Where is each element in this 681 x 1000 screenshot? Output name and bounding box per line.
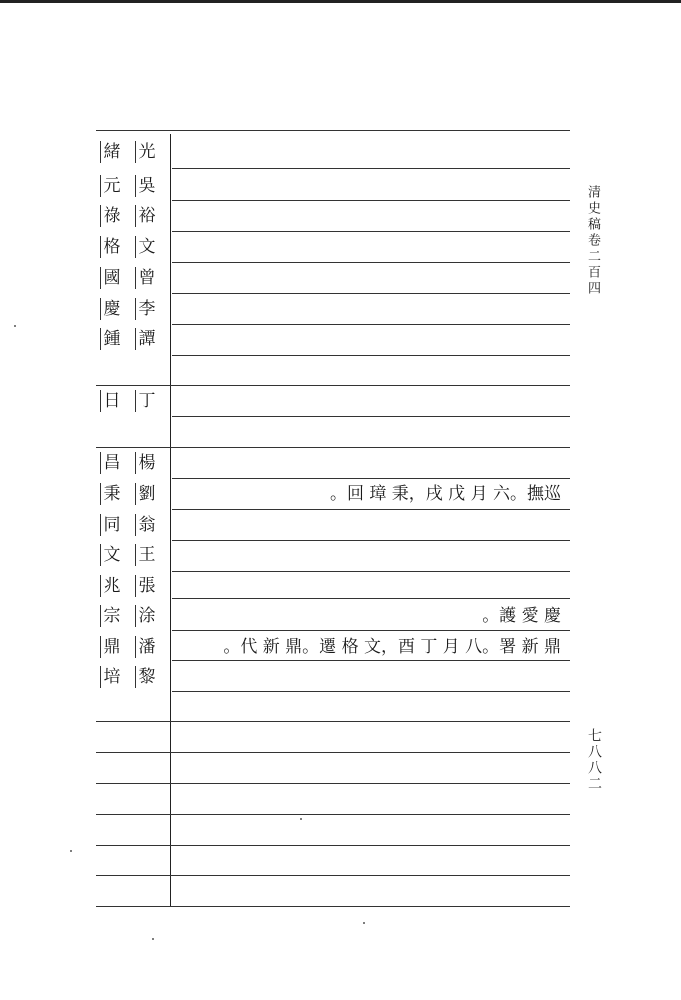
scan-speck	[152, 938, 154, 940]
name-char-first: 丁	[135, 390, 158, 412]
row-line	[172, 691, 570, 692]
name-char-first: 譚	[135, 328, 158, 350]
entry-text: 慶 愛 護。	[482, 606, 561, 626]
row-line	[172, 509, 570, 510]
row-line	[172, 168, 570, 169]
row-line	[172, 571, 570, 572]
scan-speck	[70, 850, 72, 852]
name-char-second: 宗	[100, 605, 123, 627]
row-line	[172, 231, 570, 232]
scan-speck	[14, 325, 16, 327]
name-char-second: 同	[100, 514, 123, 536]
row-line	[96, 752, 570, 753]
official-name	[96, 328, 166, 350]
name-char-first: 李	[135, 298, 158, 320]
name-char-second: 元	[100, 175, 123, 197]
name-char-second: 秉	[100, 483, 123, 505]
name-char-second: 培	[100, 666, 123, 688]
row-line	[96, 875, 570, 876]
official-name	[96, 666, 166, 688]
row-line	[96, 447, 570, 448]
name-char-first: 楊	[135, 452, 158, 474]
row-line	[172, 262, 570, 263]
row-line	[172, 660, 570, 661]
name-char-second: 鼎	[100, 636, 123, 658]
name-char-first: 涂	[135, 605, 158, 627]
name-char-first: 翁	[135, 514, 158, 536]
row-line	[172, 478, 570, 479]
scan-speck	[300, 818, 302, 820]
official-name	[96, 605, 166, 627]
row-line	[172, 200, 570, 201]
official-name	[96, 514, 166, 536]
name-char-first: 光	[135, 141, 158, 163]
name-char-second: 國	[100, 267, 123, 289]
row-line	[172, 630, 570, 631]
name-char-second: 緒	[100, 141, 123, 163]
name-char-second: 格	[100, 236, 123, 258]
name-char-first: 潘	[135, 636, 158, 658]
row-line	[96, 906, 570, 907]
official-name	[96, 575, 166, 597]
entry-text: 巡撫。六 月 戊 戌，秉 璋 回。	[329, 484, 561, 504]
name-char-second: 昌	[100, 452, 123, 474]
row-line	[172, 416, 570, 417]
name-char-first: 吳	[135, 175, 158, 197]
name-char-second: 日	[100, 390, 123, 412]
official-name	[96, 267, 166, 289]
row-line	[172, 355, 570, 356]
official-name	[96, 636, 166, 658]
name-char-first: 張	[135, 575, 158, 597]
official-name	[96, 452, 166, 474]
official-name	[96, 205, 166, 227]
name-char-first: 王	[135, 544, 158, 566]
page-number: 七八八二	[586, 728, 602, 792]
column-divider	[170, 134, 171, 906]
name-char-first: 曾	[135, 267, 158, 289]
name-char-first: 文	[135, 236, 158, 258]
name-char-second: 文	[100, 544, 123, 566]
row-line	[172, 324, 570, 325]
row-line	[172, 540, 570, 541]
name-char-first: 黎	[135, 666, 158, 688]
row-line	[96, 385, 570, 386]
name-char-second: 慶	[100, 298, 123, 320]
row-line	[96, 814, 570, 815]
top-border	[0, 0, 681, 3]
book-title: 清史稿卷二百四	[585, 185, 600, 297]
entry-text: 鼎 新 署。八 月 丁 酉，文 格 遷。鼎 新 代。	[223, 637, 561, 657]
row-line	[96, 783, 570, 784]
name-char-second: 祿	[100, 205, 123, 227]
scan-speck	[363, 922, 365, 924]
official-name	[96, 483, 166, 505]
name-char-second: 鍾	[100, 328, 123, 350]
row-line	[172, 293, 570, 294]
official-name	[96, 390, 166, 412]
name-char-second: 兆	[100, 575, 123, 597]
row-line	[172, 598, 570, 599]
official-name	[96, 141, 166, 163]
row-line	[96, 845, 570, 846]
row-line	[96, 721, 570, 722]
name-char-first: 劉	[135, 483, 158, 505]
name-char-first: 裕	[135, 205, 158, 227]
official-name	[96, 236, 166, 258]
official-name	[96, 544, 166, 566]
row-line	[96, 130, 570, 131]
official-name	[96, 175, 166, 197]
official-name	[96, 298, 166, 320]
